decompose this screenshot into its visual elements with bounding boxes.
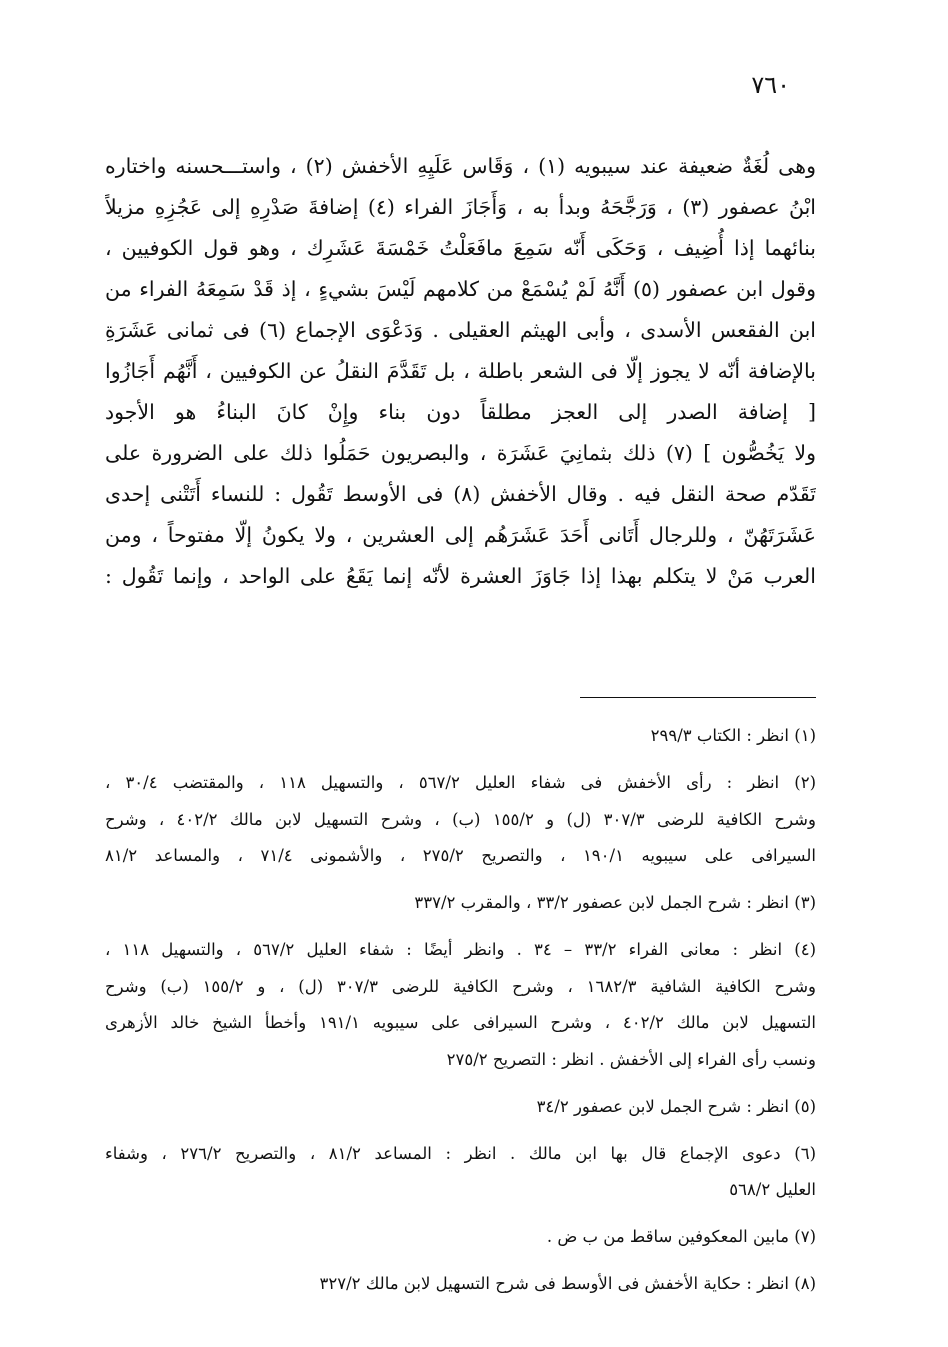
footnote-line: (٨) انظر : حكاية الأخفش فى الأوسط فى شرح التسهيل لابن مالك ٣٢٧/٢ (319, 1274, 816, 1293)
footnote-6 (105, 1136, 816, 1209)
footnote-4 (105, 932, 816, 1078)
body-line: وهى لُغَةٌ ضعيفة عند سيبويه (١) ، وَقَاس عَلَيِهِ الأخفش (٢) ، واستـــحسنه واختاره (105, 154, 816, 178)
footnote-7 (105, 1219, 816, 1256)
body-line: ابْنُ عصفور (٣) ، وَرَجَّحَهُ وبدأ به ، وَأَجَازَ الفراء (٤) إضافةَ صَدْرِهِ إلى عَجُزِهِ مزيلاً (105, 195, 816, 219)
footnote-line: وشرح الكافية الشافية ١٦٨٢/٣ ، وشرح الكافية للرضى ٣٠٧/٣ (ل) ، و ١٥٥/٢ (ب) وشرح (105, 976, 816, 996)
footnotes (105, 718, 816, 1313)
footnote-line: التسهيل لابن مالك ٤٠٢/٢ ، وشرح السيرافى على سيبويه ١٩١/١ وأخطأ الشيخ خالد الأزهرى (105, 1013, 816, 1032)
body-line: بالإضافة أنّه لا يجوز إلّا فى الشعر باطلة ، بل تَقَدَّمَ النقلُ عن الكوفيين ، أَنَّهُم أَجَازُوا (105, 359, 816, 383)
footnote-line: العليل ٥٦٨/٢ (729, 1180, 816, 1199)
footnote-8 (105, 1266, 816, 1303)
footnote-line: (١) انظر : الكتاب ٢٩٩/٣ (650, 726, 816, 745)
footnote-separator (580, 697, 816, 698)
body-line: ابن الفقعس الأسدى ، وأبى الهيثم العقيلى . وَدَعْوَى الإجماع (٦) فى ثمانى عَشَرَةِ (105, 318, 816, 342)
footnote-1 (105, 718, 816, 755)
main-text (105, 146, 816, 597)
footnote-line: (٧) مابين المعكوفين ساقط من ب ض . (546, 1227, 816, 1246)
footnote-line: ونسب رأى الفراء إلى الأخفش . انظر : التصريح ٢٧٥/٢ (446, 1049, 816, 1069)
footnote-line: (٣) انظر : شرح الجمل لابن عصفور ٣٣/٢ ، والمقرب ٣٣٧/٢ (414, 893, 816, 912)
page-number: ٧٦٠ (751, 71, 790, 99)
body-line: بنائهما إذا أُضِيف ، وَحَكَى أَنّه سَمِعَ مافَعَلْتُ خَمْسَةَ عَشَرِك ، وهو قول الكوفيين ، (105, 236, 816, 260)
body-line: تَقَدّم صحة النقل فيه . وقال الأخفش (٨) فى الأوسط تَقُول : للنساء أَتَتْنى إحدى (105, 482, 816, 506)
footnote-line: (٦) دعوى الإجماع قال بها ابن مالك . انظر : المساعد ٨١/٢ ، والتصريح ٢٧٦/٢ ، وشفاء (105, 1143, 816, 1163)
footnote-line: (٢) انظر : رأى الأخفش فى شفاء العليل ٥٦٧/٢ ، والتسهيل ١١٨ ، والمقتضب ٣٠/٤ ، (105, 773, 816, 792)
footnote-5 (105, 1089, 816, 1126)
footnote-line: السيرافى على سيبويه ١٩٠/١ ، والتصريح ٢٧٥/٢ ، والأشمونى ٧١/٤ ، والمساعد ٨١/٢ (105, 846, 816, 865)
footnote-line: (٤) انظر : معانى الفراء ٣٣/٢ – ٣٤ . وانظر أيضًا : شفاء العليل ٥٦٧/٢ ، والتسهيل ١١٨ ، (105, 940, 816, 959)
body-line: ولا يَخُصُّون ] (٧) ذلك بثمانِيَ عَشَرَة ، والبصريون حَمَلُوا ذلك على الضرورة على (105, 441, 816, 465)
footnote-2 (105, 765, 816, 875)
body-line: [ إضافة الصدر إلى العجز مطلقاً دون بناء وإِنْ كانَ البناءُ هو الأجود (105, 400, 816, 424)
body-line: العرب مَنْ لا يتكلم بهذا إذا جَاوَزَ العشرة لأنّه إنما يَقَعُ على الواحد ، وإنما تَقُول : (105, 564, 816, 588)
footnote-3 (105, 885, 816, 922)
footnote-line: (٥) انظر : شرح الجمل لابن عصفور ٣٤/٢ (536, 1096, 816, 1116)
body-line: عَشَرَتَهُنّ ، وللرجال أَتَانى أَحَدَ عَشَرَهُم إلى العشرين ، ولا يكونُ إلّا مفتوحاً ، ومن (105, 523, 816, 547)
body-line: وقول ابن عصفور (٥) أَنَّهُ لَمْ يُسْمَعْ من كلامهم لَيْسَ بشيءٍ ، إذ قَدْ سَمِعَهُ الفراء من (105, 277, 816, 301)
footnote-line: وشرح الكافية للرضى ٣٠٧/٣ (ل) و ١٥٥/٢ (ب) ، وشرح التسهيل لابن مالك ٤٠٢/٢ ، وشرح (105, 809, 816, 829)
